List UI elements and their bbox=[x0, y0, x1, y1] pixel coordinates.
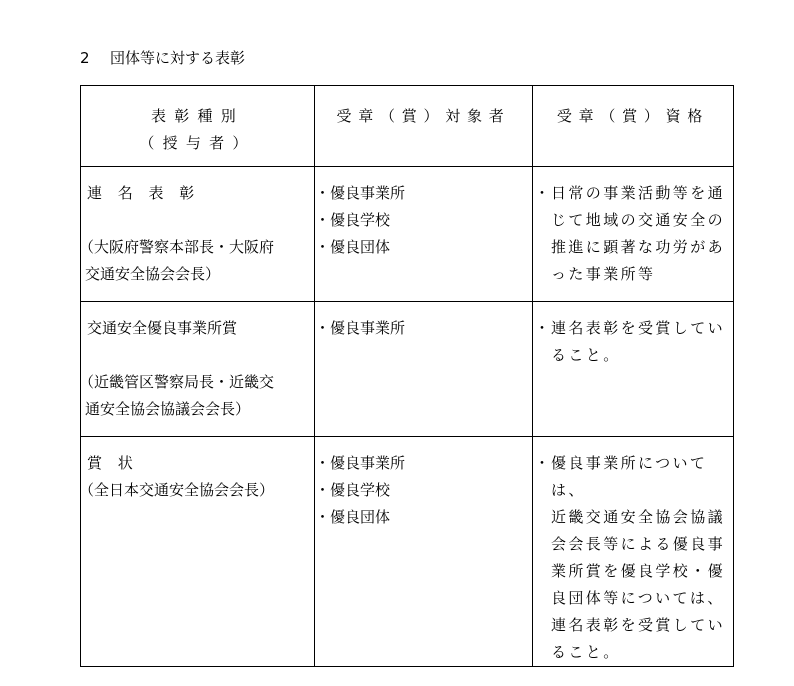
qualification-line: 推進に顕著な功労があ bbox=[551, 238, 726, 256]
recipient-item: ・優良事業所 bbox=[315, 319, 406, 337]
recipient-item: ・優良学校 bbox=[315, 211, 391, 229]
header-award-type bbox=[81, 86, 315, 167]
qualification-line: じて地域の交通安全の bbox=[551, 211, 726, 229]
qualification-line: 日常の事業活動等を通 bbox=[551, 184, 726, 202]
section-title: 団体等に対する表彰 bbox=[110, 49, 246, 67]
table-row bbox=[81, 302, 734, 437]
qualification-line: 連名表彰を受賞してい bbox=[551, 319, 726, 337]
awarder-line-1: （大阪府警察本部長・大阪府 bbox=[79, 238, 275, 256]
recipients-cell bbox=[315, 302, 533, 437]
qualification-cell bbox=[533, 437, 734, 667]
bullet: ・ bbox=[534, 454, 550, 472]
recipient-item: ・優良事業所 bbox=[315, 454, 406, 472]
qualification-line: 良団体等については、 bbox=[551, 589, 725, 607]
header-recipients-label: 受章（賞）対象者 bbox=[336, 107, 511, 125]
award-type-cell bbox=[81, 302, 315, 437]
table-row bbox=[81, 167, 734, 302]
award-name: 交通安全優良事業所賞 bbox=[87, 319, 238, 337]
awarder-line-2: 交通安全協会会長） bbox=[85, 265, 221, 283]
qualification-line: 業所賞を優良学校・優 bbox=[551, 562, 726, 580]
award-name: 賞状 bbox=[87, 454, 149, 472]
header-awarder-label: （授与者） bbox=[139, 134, 256, 152]
award-name: 連名表彰 bbox=[87, 184, 211, 202]
qualification-line: 会会長等による優良事 bbox=[551, 535, 726, 553]
qualification-line: ること。 bbox=[551, 346, 621, 364]
recipient-item: ・優良学校 bbox=[315, 481, 391, 499]
awarder-line-1: （全日本交通安全協会会長） bbox=[79, 481, 275, 499]
header-qualification bbox=[533, 86, 734, 167]
header-award-type-label: 表彰種別 bbox=[150, 107, 244, 125]
qualification-line: ること。 bbox=[551, 643, 621, 661]
award-type-cell bbox=[81, 167, 315, 302]
section-heading bbox=[80, 49, 245, 67]
qualification-cell bbox=[533, 302, 734, 437]
recipient-item: ・優良事業所 bbox=[315, 184, 406, 202]
qualification-cell bbox=[533, 167, 734, 302]
recipient-item: ・優良団体 bbox=[315, 508, 391, 526]
awarder-line-1: （近畿管区警察局長・近畿交 bbox=[79, 373, 275, 391]
table-header-row bbox=[81, 86, 734, 167]
header-qualification-label: 受章（賞）資格 bbox=[556, 107, 710, 125]
awarder-line-2: 通安全協会協議会会長） bbox=[85, 400, 251, 418]
bullet: ・ bbox=[534, 184, 550, 202]
award-type-cell bbox=[81, 437, 315, 667]
section-number: 2 bbox=[80, 49, 90, 67]
table-row bbox=[81, 437, 734, 667]
qualification-line: 連名表彰を受賞してい bbox=[551, 616, 726, 634]
recipients-cell bbox=[315, 437, 533, 667]
recipient-item: ・優良団体 bbox=[315, 238, 391, 256]
qualification-line: 優良事業所については、 bbox=[551, 454, 708, 499]
qualification-line: 近畿交通安全協会協議 bbox=[551, 508, 726, 526]
qualification-line: った事業所等 bbox=[551, 265, 656, 283]
award-table bbox=[80, 85, 734, 667]
header-recipients bbox=[315, 86, 533, 167]
recipients-cell bbox=[315, 167, 533, 302]
bullet: ・ bbox=[534, 319, 550, 337]
